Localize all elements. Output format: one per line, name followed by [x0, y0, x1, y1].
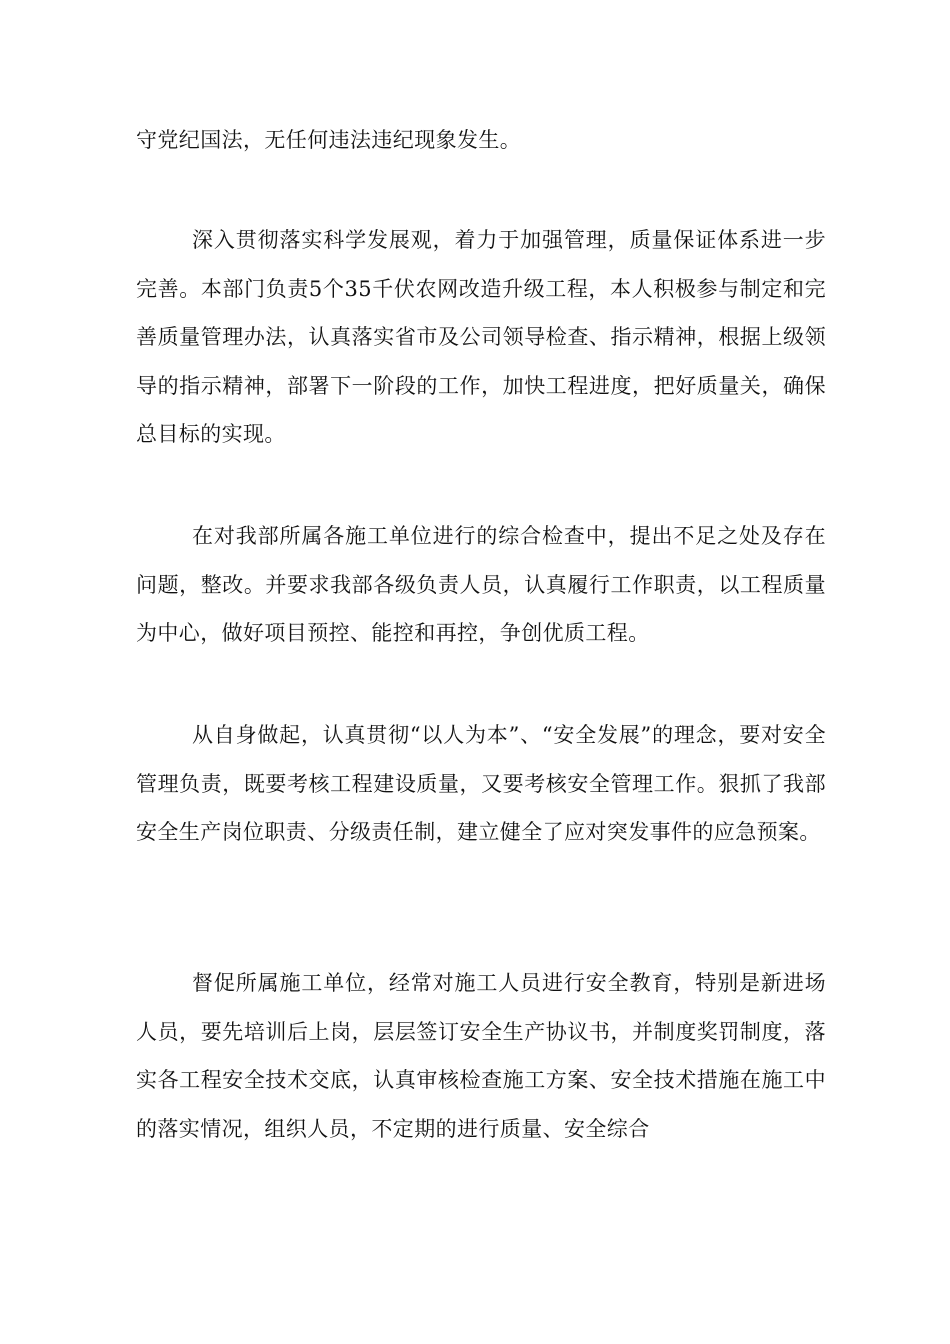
paragraph-safety-responsibility: 从自身做起，认真贯彻“以人为本”、“安全发展”的理念，要对安全管理负责，既要考核工程建设质量，又要考核安全管理工作。狠抓了我部安全生产岗位职责、分级责任制，建立健全了应对突发事件的应急预案。: [136, 723, 826, 844]
paragraph-inspection: 在对我部所属各施工单位进行的综合检查中，提出不足之处及存在问题，整改。并要求我部各级负责人员，认真履行工作职责，以工程质量为中心，做好项目预控、能控和再控，争创优质工程。: [136, 524, 826, 645]
paragraph-continued: 守党纪国法，无任何违法违纪现象发生。: [136, 128, 522, 152]
paragraph-safety-education: 督促所属施工单位，经常对施工人员进行安全教育，特别是新进场人员，要先培训后上岗，层层签订安全生产协议书，并制度奖罚制度，落实各工程安全技术交底，认真审核检查施工方案、安全技术措施在施工中的落实情况，组织人员，不定期的进行质量、安全综合: [136, 971, 826, 1141]
paragraph-quality-management: 深入贯彻落实科学发展观，着力于加强管理，质量保证体系进一步完善。本部门负责5个35千伏农网改造升级工程，本人积极参与制定和完善质量管理办法，认真落实省市及公司领导检查、指示精神，根据上级领导的指示精神，部署下一阶段的工作，加快工程进度，把好质量关，确保总目标的实现。: [136, 228, 826, 446]
